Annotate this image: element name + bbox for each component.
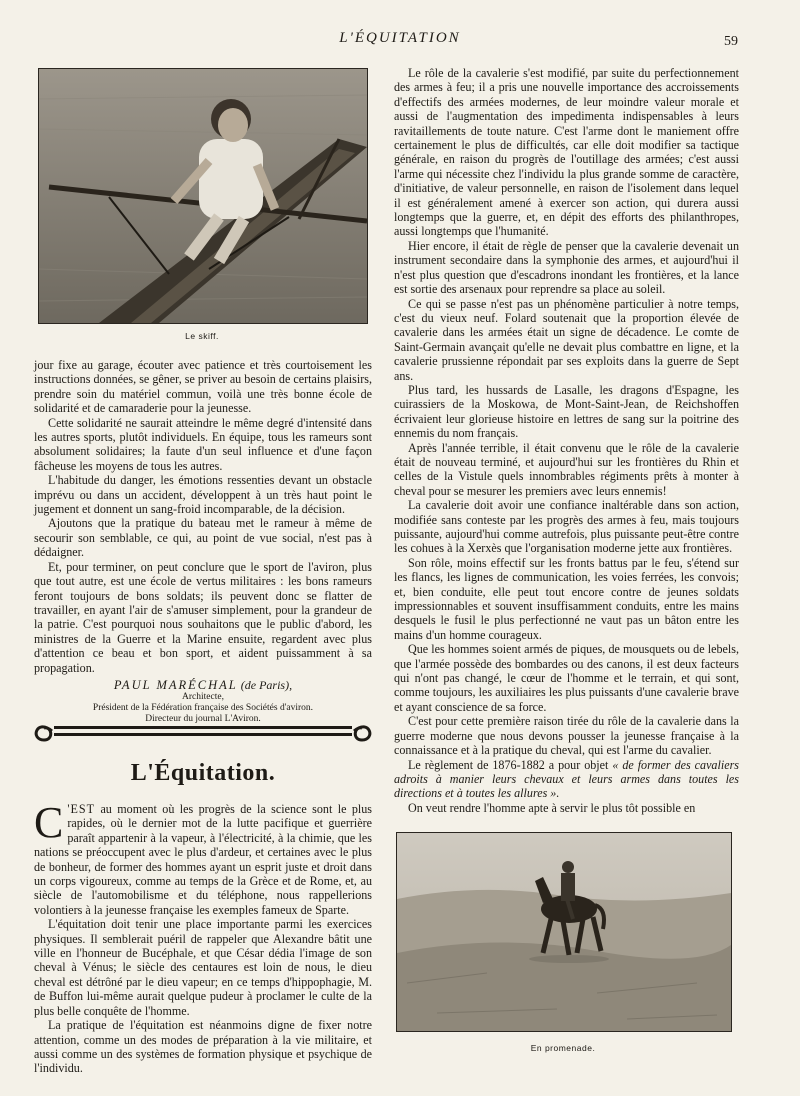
- author-place: (de Paris),: [240, 677, 293, 692]
- section-title: L'Équitation.: [130, 760, 276, 786]
- right-column: [394, 66, 739, 815]
- rider-on-horse-image: [397, 833, 731, 1031]
- paragraph: L'habitude du danger, les émotions ressenties devant un obstacle imprévu ou dans un accident, développent à un très haut point le jugement et donnent un sang-froid incomparable, de la décision.: [34, 473, 372, 517]
- skiff-photo: [38, 68, 368, 324]
- paragraph: Après l'année terrible, il était convenu que le rôle de la cavalerie était de nouveau terminé, et aujourd'hui sur les frontières du Rhin et celles de la Vistule quels innombrables régiments prêts à monter à cheval pour se mesurer les premiers avec leurs ennemis!: [394, 440, 739, 498]
- lead-word: 'EST: [67, 802, 96, 816]
- paragraph: La cavalerie doit avoir une confiance inaltérable dans son action, modifiée sans conteste par les progrès des armes à feu, mais toujours puissante, aujourd'hui comme autrefois, plus puissante peut-être contre les cohues à la Xerxès que l'organisation moderne jette aux frontières.: [394, 498, 739, 556]
- rower-in-skiff-image: [39, 69, 367, 323]
- promenade-caption: En promenade.: [530, 1043, 596, 1053]
- paragraph: Ajoutons que la pratique du bateau met le rameur à même de secourir son semblable, ce qui, au point de vue social, n'est pas à dédaigner.: [34, 516, 372, 560]
- author-role: Directeur du journal L'Aviron.: [145, 714, 261, 725]
- left-column-upper: [34, 358, 372, 725]
- paragraph: Le rôle de la cavalerie s'est modifié, par suite du perfectionnement des armes à feu; il a pris une nouvelle importance des accroissements d'effectifs des armées modernes, de leur moindre valeur morale et aussi de l'augmentation des impedimenta indispensables à leurs ravitaillements de toute nature. C'est l'arme dont le maniement offre certainement le plus de difficultés, car elle doit modifier sa tactique générale, en raison du progrès de l'outillage des armées; c'est aussi l'arme qui nécessite chez l'individu la plus grande somme de caractère, d'initiative, de valeur personnelle, en raison de l'isolement dans lequel il est généralement amené à exercer son action, qui durera aussi longtemps que la guerre, et, en dépit des efforts des philanthropes, aussi longtemps que l'humanité.: [394, 66, 739, 239]
- paragraph: Et, pour terminer, on peut conclure que le sport de l'aviron, plus que tout autre, est une école de vertus militaires : les bons rameurs feront toujours de bons soldats; ils peuvent donc se flatter de travailler, en ayant l'air de s'amuser simplement, pour la grandeur de la patrie. C'est pourquoi nous souhaitons que le public d'abord, les ministres de la Guerre et la Marine ensuite, regardent avec plus d'attention ce beau et bon sport, et aident puissamment à sa propagation.: [34, 559, 372, 675]
- skiff-caption: Le skiff.: [185, 331, 219, 341]
- paragraph: Son rôle, moins effectif sur les fronts battus par le feu, s'étend sur les flancs, les lignes de communication, les voies ferrées, les convois; et, bien conduite, elle peut tout encore contre de jeunes soldats impressionnables et souvent insuffisamment conduits, entre les mains desquels le fusil le plus perfectionné ne vaut pas un bâton entre les mains d'un homme courageux.: [394, 555, 739, 642]
- ornamental-divider: [30, 714, 376, 748]
- paragraph: [394, 758, 739, 801]
- paragraph: jour fixe au garage, écouter avec patience et très courtoisement les instructions données, se gêner, se priver au besoin de certains plaisirs, prendre soin du matériel commun, voilà une très bonne école de solidarité et de camaraderie pour la jeunesse.: [34, 358, 372, 416]
- paragraph: Ce qui se passe n'est pas un phénomène particulier à notre temps, c'est du vieux neuf. Folard soutenait que la proportion élevée de cavalerie dans les armées était un signe de décadence. Le comte de Saint-Germain avançait qu'elle ne devait plus combattre en ligne, et la cavalerie prussienne répondait par ses exploits dans la guerre de Sept ans.: [394, 296, 739, 383]
- paragraph: Plus tard, les hussards de Lasalle, les dragons d'Espagne, les cuirassiers de la Moskowa, de Mont-Saint-Jean, de Reichshoffen écrivaient leur glorieuse histoire en lettres de sang sur la poitrine des ennemis du nom français.: [394, 382, 739, 441]
- paragraph: L'équitation doit tenir une place importante parmi les exercices physiques. Il semblerait puéril de rappeler que Alexandre bâtit une ville en l'honneur de Bucéphale, et que César dédia l'image de son cheval à Vénus; le siècle des centaures est loin de nous, le dieu cheval est détrôné par le dieu vapeur; en ce temps d'hippophagie, M. de Buffon lui-même aurait quelque pudeur à proclamer le culte de la plus belle conquête de l'homme.: [34, 917, 372, 1018]
- paragraph: C'est pour cette première raison tirée du rôle de la cavalerie dans la guerre moderne que nous devons pousser la jeunesse française à la connaissance et à la pratique du cheval, qui est l'arme du cavalier.: [394, 714, 739, 758]
- paragraph: Cette solidarité ne saurait atteindre le même degré d'intensité dans les autres sports, plutôt individuels. En équipe, tous les rameurs sont absolument solidaires; la faute d'un seul influence et d'une façon fâcheuse les moyens de tous les autres.: [34, 415, 372, 473]
- quoted-regulation: « de former des cavaliers adroits à manier leurs chevaux et leurs armes dans toutes les directions et à toutes les allures ».: [394, 757, 739, 801]
- paragraph: La pratique de l'équitation est néanmoins digne de fixer notre attention, comme un des modes de préparation à la vie militaire, et aussi comme un des systèmes de formation physique et psychique de l'individu.: [34, 1018, 372, 1076]
- left-column-lower: [34, 798, 372, 1076]
- paragraph: Hier encore, il était de règle de penser que la cavalerie devenait un instrument secondaire dans la symphonie des armes, et aujourd'hui il n'est plus question que d'escadrons inondant les frontières, et la lance est sortie des arsenaux pour reprendre sa place au soleil.: [394, 238, 739, 297]
- drop-cap: C: [34, 798, 64, 847]
- author-role: Architecte,: [182, 692, 224, 703]
- horse-photo: [396, 832, 732, 1032]
- author-name: PAUL MARÉCHAL: [113, 677, 238, 692]
- author-role: Président de la Fédération française des Sociétés d'aviron.: [92, 703, 314, 714]
- lead-paragraph: [34, 798, 372, 917]
- text-span: Le règlement de 1876-1882 a pour objet: [408, 757, 613, 772]
- page-number: 59: [724, 34, 738, 49]
- paragraph: On veut rendre l'homme apte à servir le plus tôt possible en: [408, 800, 696, 815]
- lead-text: au moment où les progrès de la science sont le plus rapides, où le dernier mot de la lutte pacifique et guerrière paraît appartenir à la vapeur, à l'électricité, à la chimie, que les nations se préoccupent avec le plus d'ardeur, et certaines avec le plus de bonheur, de former des hommes ayant un esprit juste et droit dans un corps vigoureux, comme au temps de la Grèce et de Rome, et, au siècle de l'automobilisme et du téléphone, nous rappellerions volontiers à la jeunesse française les exemples fameux de Sparte.: [34, 802, 372, 917]
- running-head: L'ÉQUITATION: [339, 30, 461, 46]
- paragraph: Que les hommes soient armés de piques, de mousquets ou de lebels, que l'armée possède des bombardes ou des canons, il est deux facteurs qui n'ont pas changé, le cœur de l'homme et le terrain, et qui sont, comme toujours, les auxiliaires les plus puissants d'une cavalerie brave et ayant conscience de sa force.: [394, 642, 739, 714]
